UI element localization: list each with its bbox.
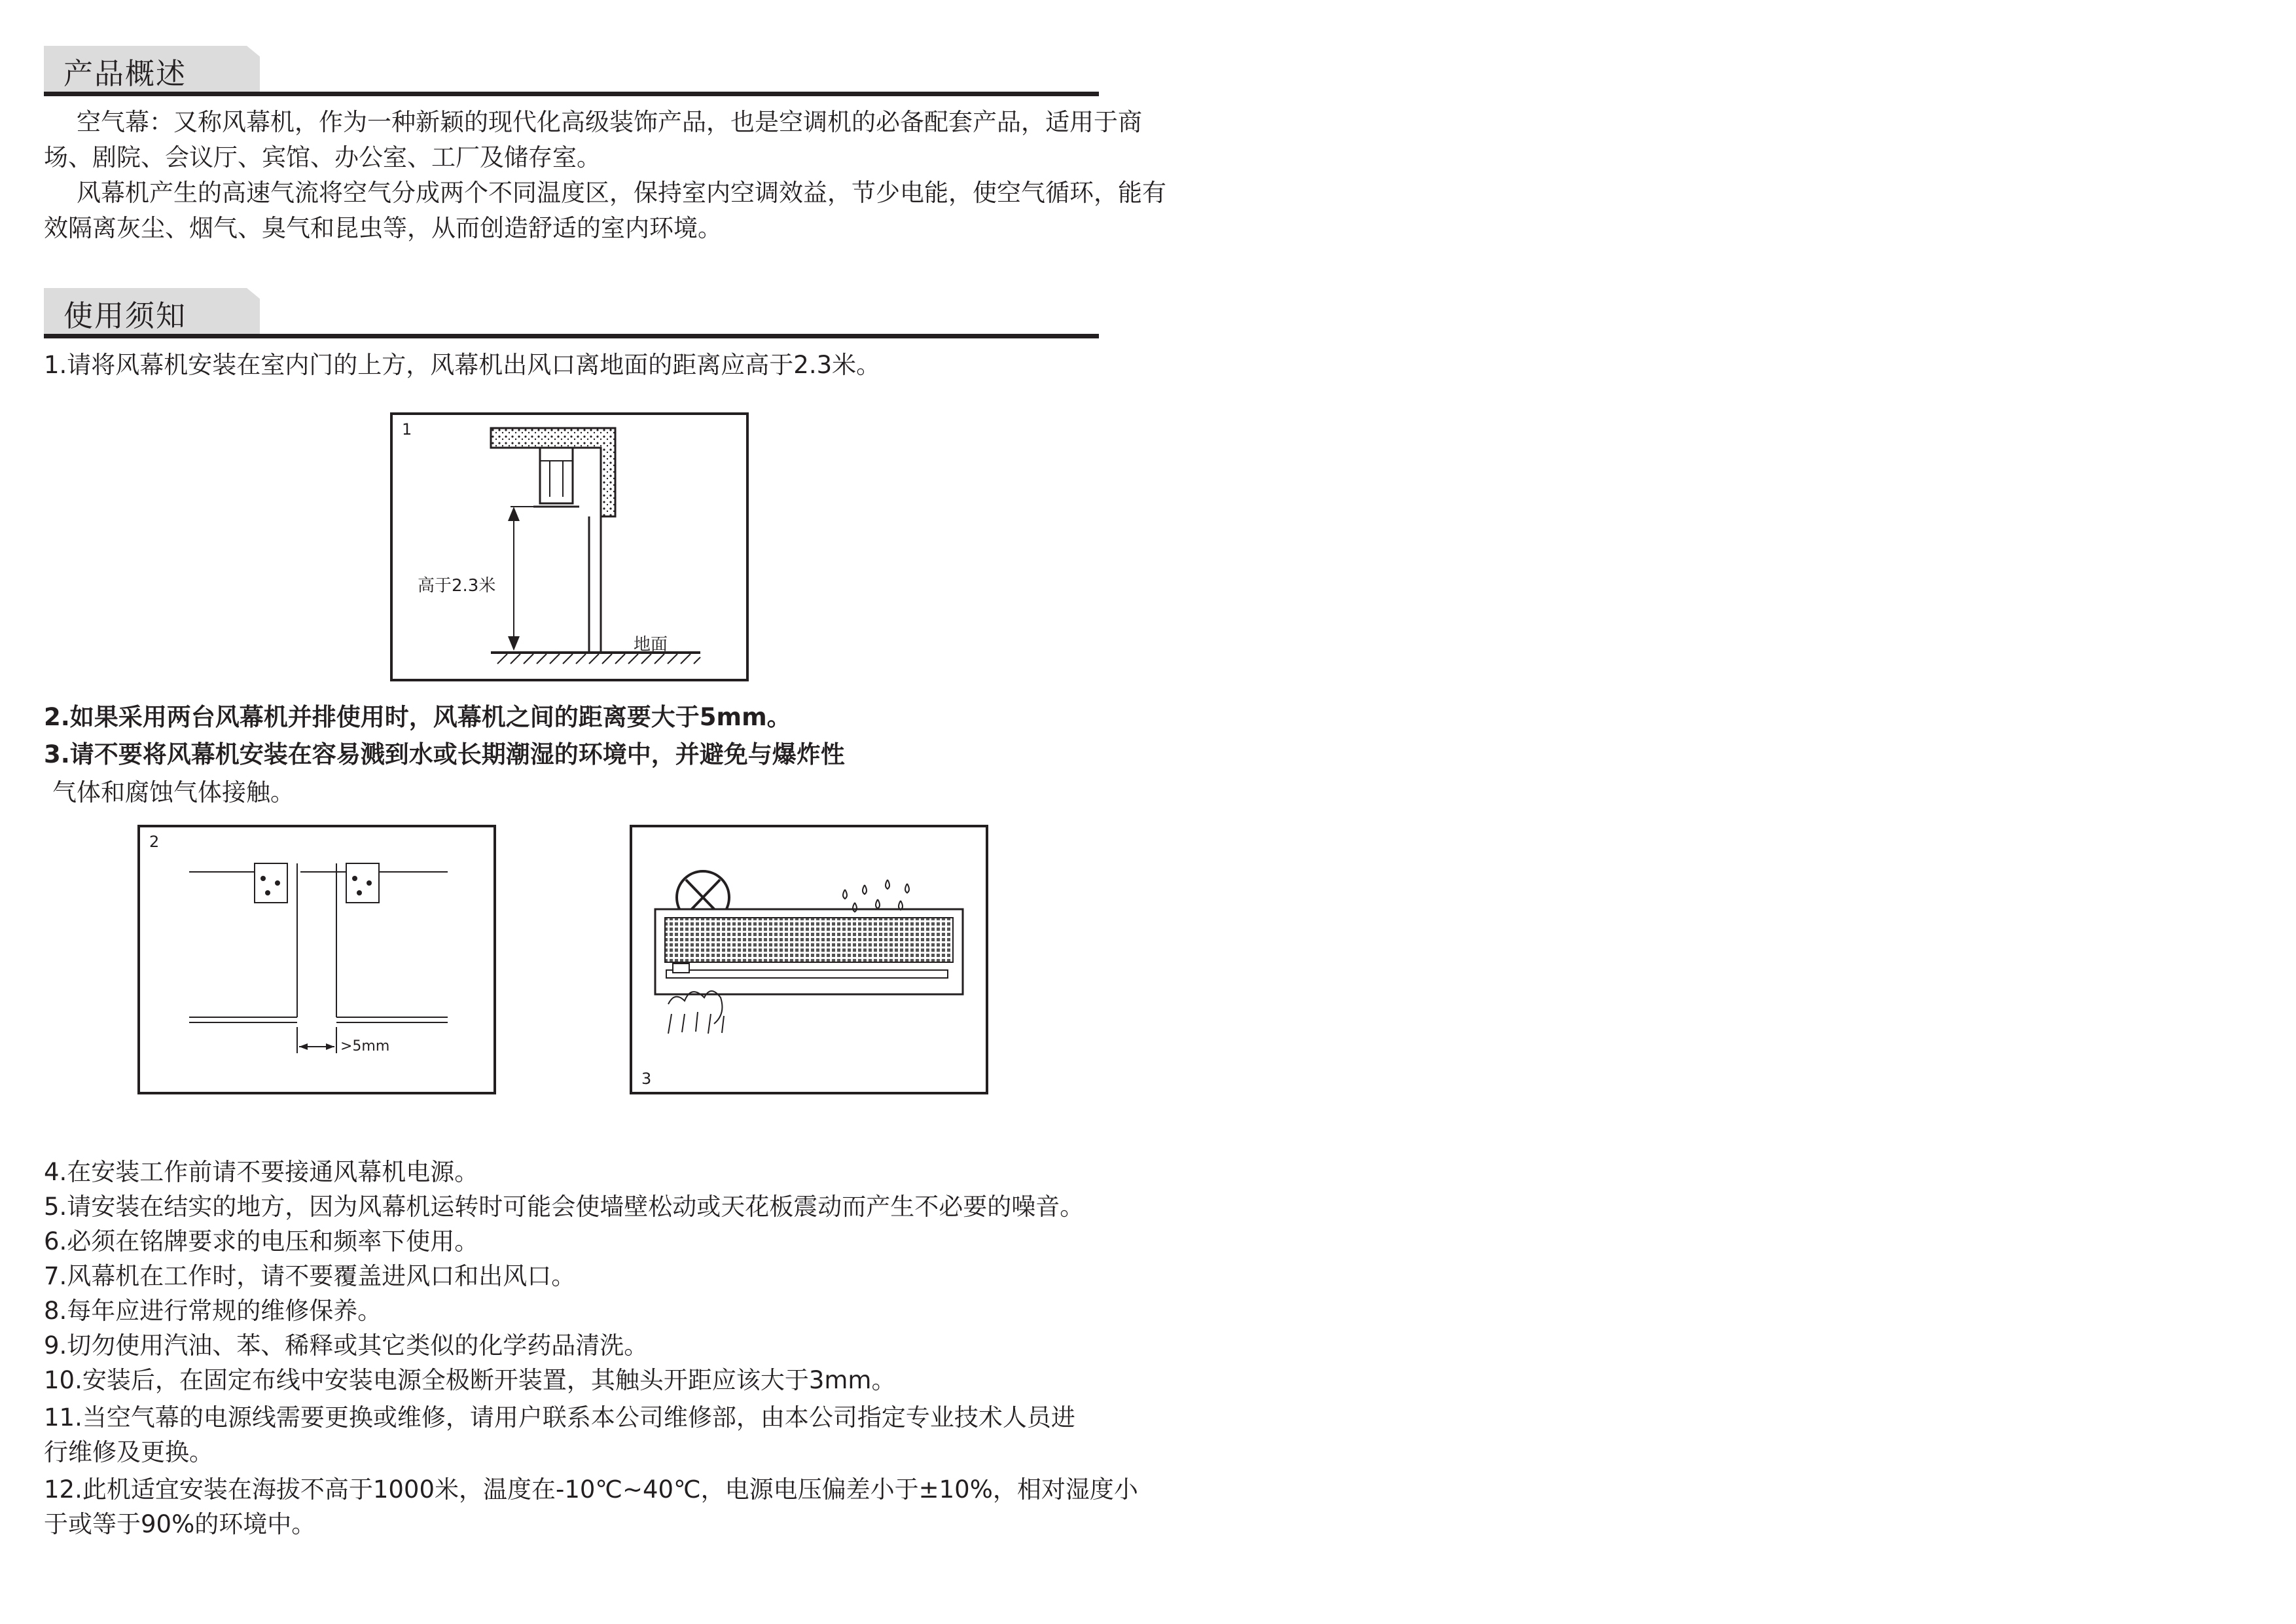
usage-section-header: [44, 288, 1099, 340]
overview-section-header: [44, 46, 1099, 98]
usage-item-9: 9.切勿使用汽油、苯、稀释或其它类似的化学药品清洗。: [44, 1331, 649, 1360]
figure-1-floor-label: 地面: [634, 635, 668, 655]
usage-item-11-line-1: 11.当空气幕的电源线需要更换或维修，请用户联系本公司维修部，由本公司指定专业技术人员进: [44, 1403, 1075, 1432]
figure-1-drawing: [393, 415, 746, 679]
usage-item-12-line-1: 12.此机适宜安装在海拔不高于1000米，温度在-10℃~40℃，电源电压偏差小于±10%，相对湿度小: [44, 1475, 1138, 1504]
usage-heading: 使用须知: [63, 298, 187, 333]
overview-paragraph-1: 空气幕：又称风幕机，作为一种新颖的现代化高级装饰产品，也是空调机的必备配套产品，适用于商场、剧院、会议厅、宾馆、办公室、工厂及储存室。: [44, 108, 1142, 171]
figure-1-number: 1: [402, 420, 412, 439]
figure-1-installation-height: [390, 412, 749, 681]
figure-2-number: 2: [149, 833, 160, 851]
usage-item-3-line-1: 3.请不要将风幕机安装在容易溅到水或长期潮湿的环境中，并避免与爆炸性: [44, 740, 845, 768]
usage-item-11-line-2: 行维修及更换。: [44, 1438, 213, 1466]
usage-item-7: 7.风幕机在工作时，请不要覆盖进风口和出风口。: [44, 1262, 576, 1290]
figure-2-drawing: [140, 827, 493, 1092]
overview-paragraph-2: 风幕机产生的高速气流将空气分成两个不同温度区，保持室内空调效益，节少电能，使空气循环，能有效隔离灰尘、烟气、臭气和昆虫等，从而创造舒适的室内环境。: [44, 179, 1166, 242]
figure-1-height-label: 高于2.3米: [418, 576, 496, 596]
overview-heading: 产品概述: [63, 56, 187, 91]
usage-item-5: 5.请安装在结实的地方，因为风幕机运转时可能会使墙壁松动或天花板震动而产生不必要的噪音。: [44, 1193, 1085, 1221]
usage-item-12-line-2: 于或等于90%的环境中。: [44, 1510, 316, 1538]
usage-item-8: 8.每年应进行常规的维修保养。: [44, 1297, 382, 1325]
figure-3-drawing: [632, 827, 986, 1092]
figure-2-side-by-side: [137, 825, 496, 1094]
figure-3-number: 3: [641, 1070, 652, 1088]
usage-item-3-line-2: 气体和腐蚀气体接触。: [52, 778, 295, 806]
usage-item-2: 2.如果采用两台风幕机并排使用时，风幕机之间的距离要大于5mm。: [44, 703, 791, 731]
usage-item-10: 10.安装后，在固定布线中安装电源全极断开装置，其触头开距应该大于3mm。: [44, 1366, 896, 1394]
overview-rule: [44, 92, 1099, 96]
usage-item-6: 6.必须在铭牌要求的电压和频率下使用。: [44, 1227, 479, 1255]
figure-3-no-moisture: [630, 825, 988, 1094]
usage-item-4: 4.在安装工作前请不要接通风幕机电源。: [44, 1158, 479, 1186]
usage-rule: [44, 334, 1099, 338]
usage-item-1: 1.请将风幕机安装在室内门的上方，风幕机出风口离地面的距离应高于2.3米。: [44, 351, 881, 379]
figure-2-gap-label: >5mm: [340, 1038, 390, 1055]
